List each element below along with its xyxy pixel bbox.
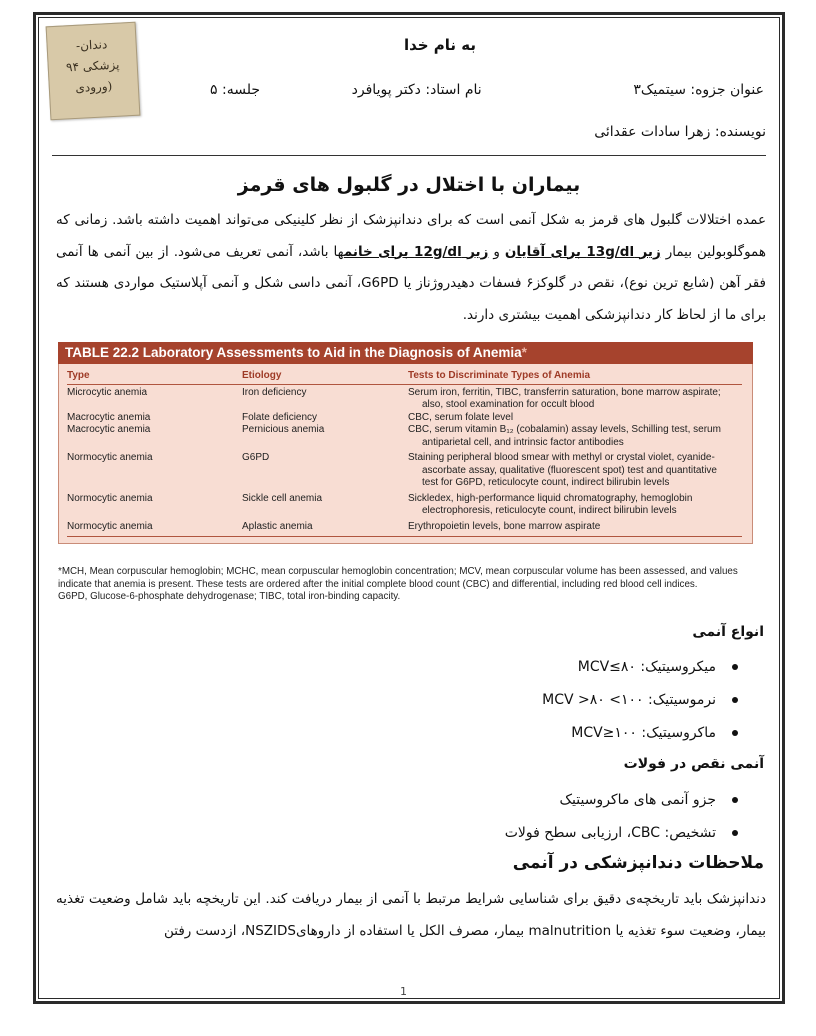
page-number: 1 xyxy=(400,985,407,998)
list-item xyxy=(52,657,744,690)
cell-tests xyxy=(408,424,742,449)
cell-tests xyxy=(408,452,742,490)
table-footnote xyxy=(58,566,758,604)
table-row xyxy=(67,387,742,412)
intro-paragraph xyxy=(56,205,766,331)
stamp-line: دندان- xyxy=(75,37,108,53)
table-header-row xyxy=(67,370,742,385)
list-item-text: تشخیص: CBC، ارزیابی سطح فولات xyxy=(504,825,716,841)
list-item xyxy=(52,790,744,823)
cell-etiology: G6PD xyxy=(242,452,270,463)
table-row xyxy=(67,424,742,449)
stamp-line: پزشکی ۹۴ xyxy=(65,57,120,75)
cell-type: Normocytic anemia xyxy=(67,452,153,463)
header-type: Type xyxy=(67,370,90,381)
cell-type: Macrocytic anemia xyxy=(67,424,151,435)
table-row xyxy=(67,452,742,490)
cell-etiology: Iron deficiency xyxy=(242,386,307,398)
bullet-icon xyxy=(732,697,738,703)
list-item-text: نرموسیتیک: ۱۰۰> MCV >۸۰ xyxy=(542,692,716,708)
table-bottom-rule xyxy=(67,533,742,537)
anemia-lab-table xyxy=(58,342,753,544)
intro-text-1: عمده اختلالات گلبول های قرمز به شکل آنمی است که برای دندانپزشک از نظر کلینیکی می‌تواند اهمیت داشته باشد. زمانی که هموگلوبولین بیمار xyxy=(56,212,766,260)
bullet-icon xyxy=(732,797,738,803)
test-line: CBC, serum folate level xyxy=(408,411,514,423)
document-meta xyxy=(140,82,766,98)
basmala: به نام خدا xyxy=(403,36,477,54)
cell-etiology: Pernicious anemia xyxy=(242,424,325,435)
footnote-line: indicate that anemia is present. These tests are ordered after the initial complete blood count (CBC) and differential, including red blood cell indices. xyxy=(58,578,698,590)
cell-type: Macrocytic anemia xyxy=(67,411,151,423)
anemia-types-heading: انواع آنمی xyxy=(692,624,764,640)
author-label: نویسنده: زهرا سادات عقدائی xyxy=(594,124,766,140)
test-line: Sickledex, high-performance liquid chromatography, hemoglobin xyxy=(408,492,693,504)
test-line: test for G6PD, reticulocyte count, indirect bilirubin levels xyxy=(422,477,670,488)
table-title-text: TABLE 22.2 Laboratory Assessments to Aid in the Diagnosis of Anemia xyxy=(65,345,522,360)
table-title xyxy=(58,342,753,364)
list-item-text: ماکروسیتیک: MCV≥۱۰۰ xyxy=(571,725,716,741)
test-line: antiparietal cell, and intrinsic factor antibodies xyxy=(422,436,624,448)
footnote-line: *MCH, Mean corpuscular hemoglobin; MCHC, mean corpuscular hemoglobin concentration; MCV, mean corpuscular volume has been assessed, and values xyxy=(58,566,738,577)
test-line: Erythropoietin levels, bone marrow aspirate xyxy=(408,520,601,532)
bullet-icon xyxy=(732,830,738,836)
folate-heading: آنمی نقص در فولات xyxy=(623,756,764,772)
table-body xyxy=(58,364,753,544)
subject-label: عنوان جزوه: سیتمیک۳ xyxy=(633,82,764,98)
dental-paragraph: دندانپزشک باید تاریخچه‌ی دقیق برای شناسایی شرایط مرتبط با آنمی از بیمار دریافت کند. این تاریخچه باید شامل وضعیت تغذیه بیمار، وضعیت سوء تغذیه یا malnutrition بیمار، مصرف الکل یا استفاده از داروهایNSZIDS، ازدست رفتن xyxy=(56,891,766,939)
table-row xyxy=(67,521,742,534)
class-stamp xyxy=(46,22,141,121)
list-item xyxy=(52,823,744,856)
cell-etiology: Aplastic anemia xyxy=(242,520,313,532)
cell-tests xyxy=(408,412,742,425)
test-line: electrophoresis, reticulocyte count, indirect bilirubin levels xyxy=(422,505,677,516)
test-line: also, stool examination for occult blood xyxy=(422,399,595,410)
table-title-marker: * xyxy=(521,345,527,360)
intro-and: و xyxy=(488,243,505,260)
test-line: Staining peripheral blood smear with methyl or crystal violet, cyanide- xyxy=(408,452,715,463)
cell-type: Normocytic anemia xyxy=(67,520,153,532)
stamp-line: (ورودی xyxy=(75,79,113,95)
list-item xyxy=(52,723,744,756)
table-row xyxy=(67,412,742,425)
header-divider xyxy=(52,155,766,156)
cell-type: Microcytic anemia xyxy=(67,386,148,398)
test-line: Serum iron, ferritin, TIBC, transferrin saturation, bone marrow aspirate; xyxy=(408,386,721,398)
female-threshold: زیر 12g/dl برای خانم xyxy=(343,243,489,260)
intro-text-2: ها باشد، آنمی تعریف می‌شود. از بین آنمی ها آنمی فقر آهن (شایع ترین نوع)، نقص در گلوکز۶ فسفات دهیدروژناز یا G6PD، آنمی داسی شکل و آنمی آپلاستیک مواردی هستند که برای ما از لحاظ کار دندانپزشکی اهمیت بیشتری دارند. xyxy=(56,243,766,323)
bullet-icon xyxy=(732,664,738,670)
cell-tests xyxy=(408,493,742,518)
list-item-text: جزو آنمی های ماکروسیتیک xyxy=(559,792,716,808)
session-label: جلسه: ۵ xyxy=(210,82,260,98)
anemia-types-list xyxy=(52,657,744,756)
list-item xyxy=(52,690,744,723)
test-line: CBC, serum vitamin B₁₂ (cobalamin) assay levels, Schilling test, serum xyxy=(408,424,721,435)
table-row xyxy=(67,493,742,518)
cell-etiology: Folate deficiency xyxy=(242,411,318,423)
header-tests: Tests to Discriminate Types of Anemia xyxy=(408,370,591,381)
male-threshold: زیر 13g/dl برای آقایان xyxy=(504,243,661,260)
folate-list xyxy=(52,790,744,856)
list-item-text: میکروسیتیک: MCV≤۸۰ xyxy=(577,659,716,675)
bullet-icon xyxy=(732,730,738,736)
header-etiology: Etiology xyxy=(242,370,282,381)
footnote-line: G6PD, Glucose-6-phosphate dehydrogenase; TIBC, total iron-binding capacity. xyxy=(58,591,401,602)
test-line: ascorbate assay, qualitative (fluorescent spot) test and quantitative xyxy=(422,464,717,476)
teacher-label: نام استاد: دکتر پویافرد xyxy=(351,82,482,98)
page-title: بیماران با اختلال در گلبول های قرمز xyxy=(237,174,581,196)
cell-tests xyxy=(408,521,742,534)
cell-etiology: Sickle cell anemia xyxy=(242,492,323,504)
cell-type: Normocytic anemia xyxy=(67,492,153,504)
cell-tests xyxy=(408,387,742,412)
dental-heading: ملاحظات دندانپزشکی در آنمی xyxy=(512,853,764,873)
